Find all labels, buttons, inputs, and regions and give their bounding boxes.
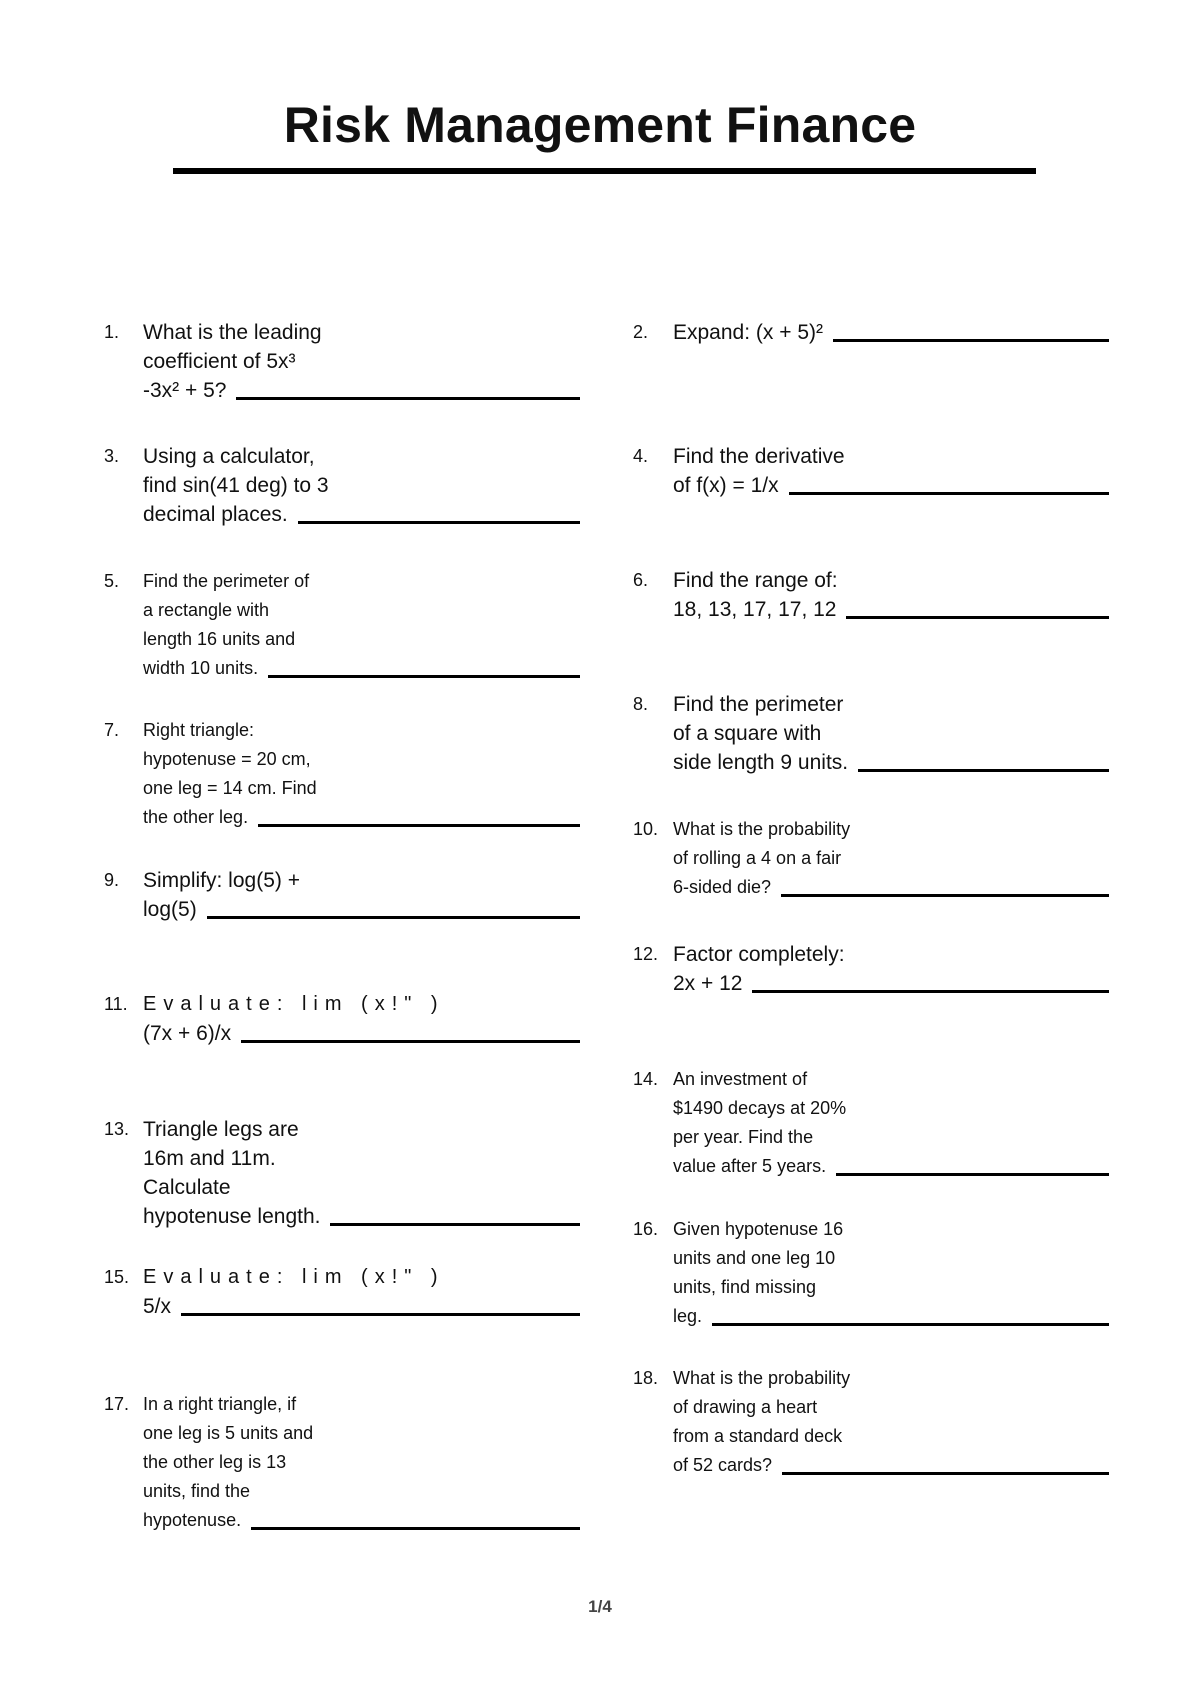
question-number: 7. — [104, 720, 120, 740]
question-number: 17. — [104, 1394, 130, 1414]
question-text: Find the derivative of f(x) = 1/x — [673, 442, 1109, 500]
question-text: Triangle legs are 16m and 11m. Calculate hypotenuse length. — [143, 1115, 580, 1231]
question-text: What is the probability of rolling a 4 on a fair 6-sided die? — [673, 815, 1109, 902]
answer-blank[interactable] — [712, 1322, 1109, 1326]
answer-blank[interactable] — [782, 1471, 1109, 1475]
page-title: Risk Management Finance — [283, 97, 917, 153]
answer-blank[interactable] — [846, 615, 1109, 619]
answer-blank[interactable] — [789, 491, 1109, 495]
question-number: 13. — [104, 1119, 130, 1139]
question-text: What is the probability of drawing a heart from a standard deck of 52 cards? — [673, 1364, 1109, 1480]
answer-blank[interactable] — [752, 989, 1109, 993]
question-text: Evaluate: lim (x!" ) 5/x — [143, 1263, 580, 1321]
question-number: 2. — [633, 322, 649, 342]
answer-blank[interactable] — [241, 1039, 580, 1043]
answer-blank[interactable] — [207, 915, 580, 919]
answer-blank[interactable] — [258, 823, 580, 827]
answer-blank[interactable] — [251, 1526, 580, 1530]
page-number: 1/4 — [588, 1597, 612, 1616]
answer-blank[interactable] — [330, 1222, 580, 1226]
answer-blank[interactable] — [833, 338, 1109, 342]
answer-blank[interactable] — [858, 768, 1109, 772]
question-number: 3. — [104, 446, 120, 466]
answer-blank[interactable] — [181, 1312, 580, 1316]
question-text: Factor completely: 2x + 12 — [673, 940, 1109, 998]
answer-blank[interactable] — [268, 674, 580, 678]
answer-blank[interactable] — [298, 520, 580, 524]
question-number: 1. — [104, 322, 120, 342]
question-number: 15. — [104, 1267, 130, 1287]
question-number: 5. — [104, 571, 120, 591]
question-number: 18. — [633, 1368, 659, 1388]
answer-blank[interactable] — [836, 1172, 1109, 1176]
question-number: 4. — [633, 446, 649, 466]
question-text: Right triangle: hypotenuse = 20 cm, one leg = 14 cm. Find the other leg. — [143, 716, 580, 832]
question-text: Find the range of: 18, 13, 17, 17, 12 — [673, 566, 1109, 624]
question-text: Simplify: log(5) + log(5) — [143, 866, 580, 924]
question-number: 6. — [633, 570, 649, 590]
question-text: Expand: (x + 5)² — [673, 318, 1109, 347]
question-number: 16. — [633, 1219, 659, 1239]
question-text: An investment of $1490 decays at 20% per year. Find the value after 5 years. — [673, 1065, 1109, 1181]
question-number: 12. — [633, 944, 659, 964]
answer-blank[interactable] — [781, 893, 1109, 897]
question-number: 11. — [104, 994, 128, 1014]
question-text: What is the leading coefficient of 5x³ -3x² + 5? — [143, 318, 580, 405]
question-text: Find the perimeter of a square with side length 9 units. — [673, 690, 1109, 777]
question-number: 14. — [633, 1069, 659, 1089]
answer-blank[interactable] — [236, 396, 580, 400]
question-text: In a right triangle, if one leg is 5 units and the other leg is 13 units, find the hypotenuse. — [143, 1390, 580, 1535]
question-text: Given hypotenuse 16 units and one leg 10 units, find missing leg. — [673, 1215, 1109, 1331]
question-text: Evaluate: lim (x!" ) (7x + 6)/x — [143, 990, 580, 1048]
question-number: 9. — [104, 870, 120, 890]
title-underline — [173, 168, 1036, 174]
question-number: 8. — [633, 694, 649, 714]
question-text: Using a calculator, find sin(41 deg) to 3 decimal places. — [143, 442, 580, 529]
question-text: Find the perimeter of a rectangle with length 16 units and width 10 units. — [143, 567, 580, 683]
question-number: 10. — [633, 819, 659, 839]
